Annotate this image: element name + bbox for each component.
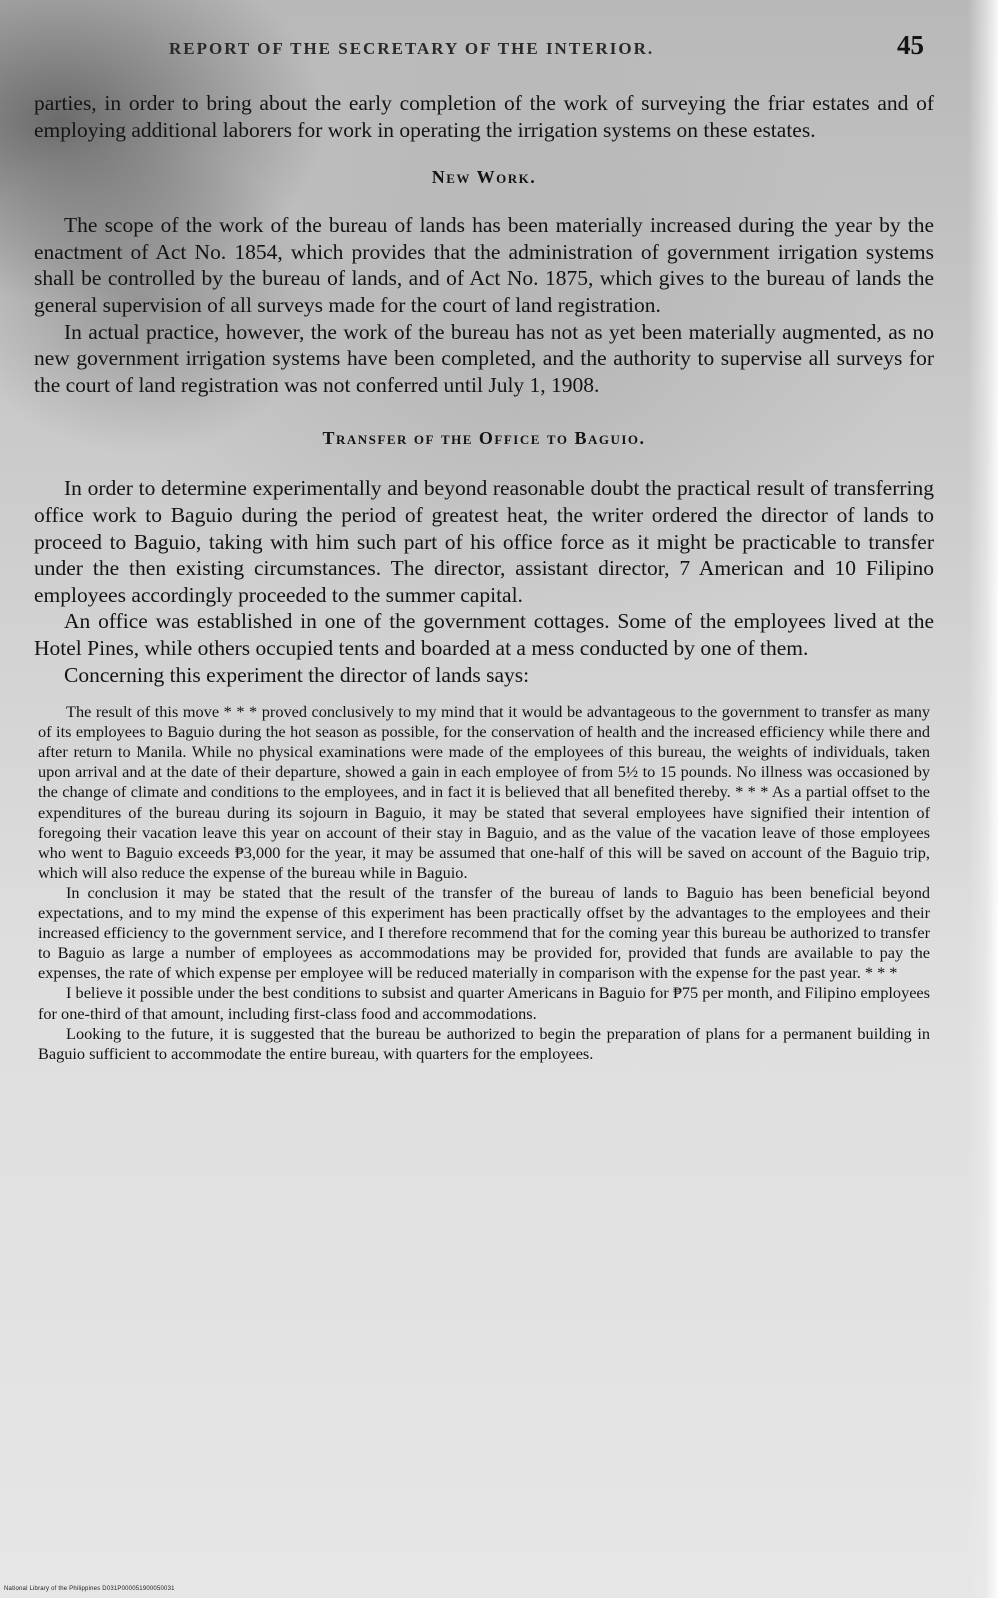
section-heading-transfer: Transfer of the Office to Baguio. [322,428,646,449]
new-work-paragraph-1: The scope of the work of the bureau of lands has been materially increased during the year by the enactment of Act No. 1854, which provides that the administration of government irrigation systems shall be controlled by the bureau of lands, and of Act No. 1875, which gives to the bureau of lands the general supervision of all surveys made for the court of land registration. [34,213,934,317]
quote-paragraph-4: Looking to the future, it is suggested that the bureau be authorized to begin the preparation of plans for a permanent building in Baguio sufficient to accommodate the entire bureau, with quarters for the employees. [38,1023,930,1063]
page-content [34,30,934,1064]
quote-paragraph-1: The result of this move * * * proved conclusively to my mind that it would be advantageous to the government to transfer as many of its employees to Baguio during the hot season as possible, for the conservation of health and the increased efficiency while there and after return to Manila. While no physical examinations were made of the employees of this bureau, the weights of individuals, taken upon arrival and at the date of their departure, showed a gain in each employee of from 5½ to 15 pounds. No illness was occasioned by the change of climate and conditions to the employees, and in fact it is believed that all benefited thereby. * * * As a partial offset to the expenditures of the bureau during its sojourn in Baguio, it may be stated that several employees have signified their intention of foregoing their vacation leave this year on account of their stay in Baguio, and as the value of the vacation leave of those employees who went to Baguio exceeds ₱3,000 for the year, it may be assumed that one-half of this will be saved on account of the Baguio trip, which will also reduce the expense of the bureau while in Baguio. [38,702,930,882]
page-header [34,30,934,70]
scan-credit: National Library of the Philippines D031P000051900050031 [4,1586,175,1592]
quote-paragraph-3: I believe it possible under the best conditions to subsist and quarter Americans in Baguio for ₱75 per month, and Filipino employees for one-third of that amount, including first-class food and accommodations. [38,983,930,1023]
transfer-paragraph-2: An office was established in one of the government cottages. Some of the employees lived at the Hotel Pines, while others occupied tents and boarded at a mess conducted by one of them. [34,609,934,660]
quote-paragraph-2: In conclusion it may be stated that the result of the transfer of the bureau of lands to Baguio has been beneficial beyond expectations, and to my mind the expense of this experiment has been practically offset by the advantages to the employees and their increased efficiency to the government service, and I therefore recommend that for the coming year this bureau be authorized to transfer to Baguio as large a number of employees as accommodations may be provided for, provided that funds are available to pay the expenses, the rate of which expense per employee will be reduced materially in comparison with the expense for the past year. * * * [38,882,930,983]
new-work-paragraph-2: In actual practice, however, the work of the bureau has not as yet been materially augmented, as no new government irrigation systems have been completed, and the authority to supervise all surveys for the court of land registration was not conferred until July 1, 1908. [34,319,934,397]
page-number: 45 [897,30,924,60]
block-quote [34,702,934,1064]
running-head: REPORT OF THE SECRETARY OF THE INTERIOR. [169,39,655,58]
page-edge-shadow [968,0,998,1598]
intro-paragraph: parties, in order to bring about the early completion of the work of surveying the friar estates and of employing additional laborers for work in operating the irrigation systems on these estates. [34,91,934,142]
section-heading-new-work: New Work. [431,167,537,188]
transfer-paragraph-1: In order to determine experimentally and beyond reasonable doubt the practical result of transferring office work to Baguio during the period of greatest heat, the writer ordered the director of lands to proceed to Baguio, taking with him such part of his office force as it might be practicable to transfer under the then existing circumstances. The director, assistant director, 7 American and 10 Filipino employees accordingly proceeded to the summer capital. [34,476,934,607]
transfer-paragraph-3: Concerning this experiment the director of lands says: [64,662,530,687]
